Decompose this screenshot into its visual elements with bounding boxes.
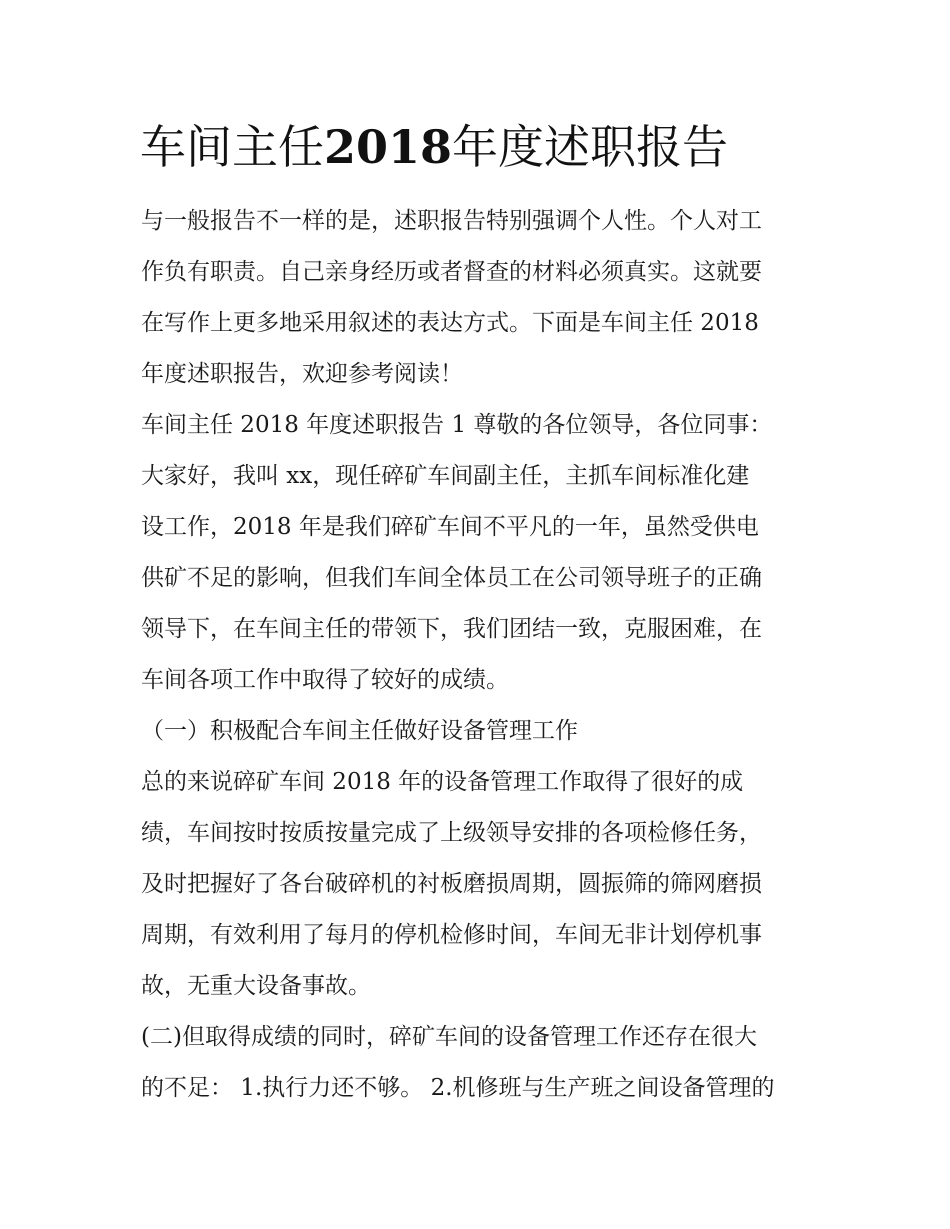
body-line: 故，无重大设备事故。 (141, 973, 371, 999)
title-year: 2018 (324, 120, 453, 174)
section-heading-1: （一）积极配合车间主任做好设备管理工作 (141, 718, 578, 744)
document-body (141, 196, 813, 1114)
body-line: 的不足： 1.执行力还不够。 2.机修班与生产班之间设备管理的 (141, 1075, 775, 1101)
body-line: 在写作上更多地采用叙述的表达方式。下面是车间主任 2018 (141, 310, 759, 336)
body-line: 周期，有效利用了每月的停机检修时间，车间无非计划停机事 (141, 922, 762, 948)
body-line: 作负有职责。自己亲身经历或者督查的材料必须真实。这就要 (141, 259, 762, 285)
title-suffix: 年度述职报告 (452, 120, 729, 174)
body-line: 车间主任 2018 年度述职报告 1 尊敬的各位领导，各位同事： (141, 412, 773, 438)
body-line: 车间各项工作中取得了较好的成绩。 (141, 667, 509, 693)
body-line: 与一般报告不一样的是，述职报告特别强调个人性。个人对工 (141, 208, 762, 234)
body-line: 供矿不足的影响，但我们车间全体员工在公司领导班子的正确 (141, 565, 762, 591)
title-prefix: 车间主任 (140, 120, 324, 174)
document-title (140, 116, 840, 178)
body-line: 绩，车间按时按质按量完成了上级领导安排的各项检修任务， (141, 820, 762, 846)
body-line: 年度述职报告，欢迎参考阅读！ (141, 361, 463, 387)
body-line: 及时把握好了各台破碎机的衬板磨损周期，圆振筛的筛网磨损 (141, 871, 762, 897)
body-line: 领导下，在车间主任的带领下，我们团结一致，克服困难，在 (141, 616, 762, 642)
section-heading-2: (二)但取得成绩的同时，碎矿车间的设备管理工作还存在很大 (141, 1024, 757, 1050)
body-line: 大家好，我叫 xx，现任碎矿车间副主任，主抓车间标准化建 (141, 463, 750, 489)
body-line: 总的来说碎矿车间 2018 年的设备管理工作取得了很好的成 (141, 769, 744, 795)
body-line: 设工作，2018 年是我们碎矿车间不平凡的一年，虽然受供电 (141, 514, 759, 540)
